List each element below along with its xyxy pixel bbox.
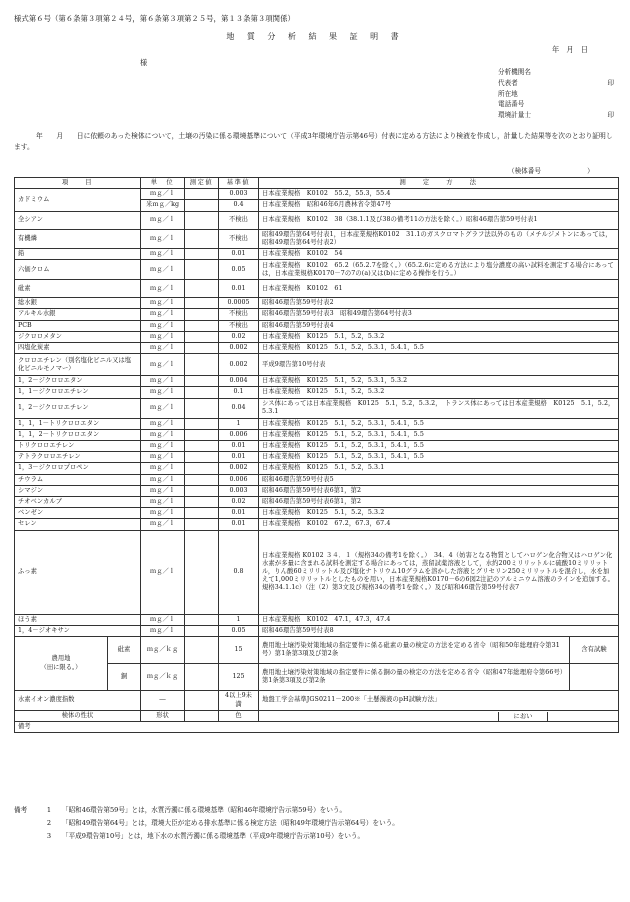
cell-standard: 125 (219, 664, 259, 691)
seal-mark: 印 (607, 78, 614, 87)
cell-item: 有機燐 (15, 229, 141, 248)
addressee-suffix: 様 (140, 58, 148, 67)
cell-unit: ｍｇ／ｌ (141, 418, 185, 429)
content-test-blank (569, 664, 618, 690)
cell-item: ほう素 (15, 614, 141, 625)
cell-measured-input (185, 614, 219, 625)
cell-standard: 不検出 (219, 211, 259, 229)
cell-method: 昭和46環告第59号付表2 (259, 298, 619, 309)
cell-measured-input (185, 508, 219, 519)
table-row (15, 441, 619, 452)
table-row (15, 418, 619, 429)
cell-unit: ｍｇ／ｌ (141, 211, 185, 229)
cell-method: 日本産業規格 K0102 38（38.1.1及び38の備考11の方法を除く。）昭和46環告第59号付表1 (259, 211, 619, 229)
cell-item: 四塩化炭素 (15, 343, 141, 354)
cell-item: 1，1，1－トリクロロエタン (15, 418, 141, 429)
cell-method: 日本産業規格 K0102 47.1，47.3，47.4 (259, 614, 619, 625)
table-row (15, 452, 619, 463)
cell-method (259, 637, 619, 664)
cell-unit: ｍｇ／ｌ (141, 354, 185, 376)
cell-standard: 0.002 (219, 343, 259, 354)
table-row (15, 280, 619, 298)
cell-standard: 0.01 (219, 280, 259, 298)
cell-method: シス体にあっては日本産業規格 K0125 5.1，5.2，5.3.2， トランス体にあっては日本産業規格 K0125 5.1，5.2，5.3.1 (259, 398, 619, 418)
lab-info-row: 分析機関名 (498, 67, 616, 78)
cell-measured-input (185, 343, 219, 354)
cell-method: 日本産業規格 K0102 67.2，67.3，67.4 (259, 519, 619, 530)
remarks-cell: 備考 (15, 722, 619, 733)
table-row (15, 309, 619, 320)
cell-standard: 4以上9未満 (219, 691, 259, 711)
cell-unit: ｍｇ／ｌ (141, 519, 185, 530)
cell-method: 日本産業規格 K0102 65.2（65.2.7を除く。）（65.2.6に定める方法により塩分濃度の高い試料を測定する場合にあっては，日本産業規格K0170－7の7の(a)又は(b)に定める操作を行う。） (259, 260, 619, 280)
cell-item: テトラクロロエチレン (15, 452, 141, 463)
cell-method: 昭和46環告第59号付表4 (259, 320, 619, 331)
table-row (15, 331, 619, 342)
cell-method: 昭和46環告第59号付表5 (259, 474, 619, 485)
cell-standard: 0.006 (219, 429, 259, 440)
cell-method: 昭和46環告第59号付表3 昭和49環告第64号付表3 (259, 309, 619, 320)
cell-method (259, 664, 619, 691)
cell-standard: 0.01 (219, 441, 259, 452)
note-item: 3 「平成9環告第10号」とは，地下水の水質汚濁に係る環境基準（平成9年環境庁告示第10号）をいう。 (46, 832, 365, 841)
cell-unit: 米ｍｇ／kg (141, 200, 185, 211)
cell-item: トリクロロエチレン (15, 441, 141, 452)
notes-section (14, 804, 618, 844)
table-row (15, 298, 619, 309)
table-row (15, 519, 619, 530)
farmland-method: 農用地土壌汚染対策地域の指定要件に係る砒素の量の検定の方法を定める省令（昭和50年総理府令第31号）第1条第3項及び第2条 (262, 641, 560, 658)
cell-item: チオベンカルブ (15, 497, 141, 508)
cell-measured-input (185, 354, 219, 376)
table-row (15, 463, 619, 474)
cell-unit: ｍｇ／ｌ (141, 508, 185, 519)
cell-unit: ｍｇ／ｋｇ (141, 637, 185, 664)
note-item: 2 「昭和49環告第64号」とは，環境大臣が定める排水基準に係る検定方法（昭和49年環境庁告示第64号）をいう。 (46, 819, 399, 828)
cell-unit: ｍｇ／ｌ (141, 497, 185, 508)
cell-measured-input (185, 189, 219, 200)
cell-unit: ｍｇ／ｌ (141, 452, 185, 463)
note-item: 備考 1 「昭和46環告第59号」とは，水質汚濁に係る環境基準（昭和46年環境庁告示第59号）をいう。 (14, 804, 618, 817)
cell-method: 日本産業規格 K0125 5.1，5.2，5.3.2 (259, 331, 619, 342)
cell-standard: 不検出 (219, 229, 259, 248)
document-title: 地 質 分 析 結 果 証 明 書 (226, 32, 404, 41)
cell-unit: ― (141, 691, 185, 711)
cell-item: シマジン (15, 485, 141, 496)
intro-paragraph: 年 月 日に依頼のあった検体について，土壌の汚染に係る環境基準について（平成3年環境庁告示第46号）付表に定める方法により検液を作成し，計量した結果等を次のとおり証明します。 (14, 132, 613, 151)
cell-method: 日本産業規格 K0125 5.1，5.2，5.3.1，5.3.2 (259, 376, 619, 387)
cell-unit: ｍｇ／ｌ (141, 260, 185, 280)
cell-standard: 0.003 (219, 485, 259, 496)
cell-item: 六価クロム (15, 260, 141, 280)
cell-standard: 0.05 (219, 625, 259, 636)
table-row (15, 398, 619, 418)
property-odor-cell (259, 711, 619, 722)
cell-method: 日本産業規格 K0125 5.1，5.2，5.3.1，5.4.1，5.5 (259, 343, 619, 354)
cell-standard: 0.02 (219, 331, 259, 342)
cell-item: 1，1－ジクロロエチレン (15, 387, 141, 398)
cell-standard: 0.004 (219, 376, 259, 387)
table-row (15, 320, 619, 331)
issue-date: 年 月 日 (552, 45, 588, 54)
cell-measured-input (185, 530, 219, 614)
cell-unit: ｍｇ／ｋｇ (141, 664, 185, 691)
table-row (15, 211, 619, 229)
farmland-group-cell (15, 637, 141, 691)
cell-measured-input (185, 463, 219, 474)
cell-measured-input (185, 298, 219, 309)
cell-unit: ｍｇ／ｌ (141, 625, 185, 636)
cell-method: 日本産業規格 K0102 ３４．１（規格34の備考1を除く。） 34．4（妨害となる物質としてハロゲン化合物又はハロゲン化水素が多量に含まれる試料を測定する場合にあっては，蒸留試薬溶液として，水約200ミリリットルに硫酸10ミリリットル，りん酸60ミリリットル及び塩化ナトリウム10グラムを溶かした溶液とグリセリン250ミリリットルを混合し，水を加えて1,000ミリリットルとしたものを用い，日本産業規格K0170－6の6図2注記のアルミニウム溶液のラインを追加する。 規格34.1.1c）（注（2）第3文及び規格34の備考1を除く。）及び昭和46環告第59号付表7 (259, 530, 619, 614)
table-row (15, 485, 619, 496)
cell-standard: 0.05 (219, 260, 259, 280)
cell-item: カドミウム (15, 189, 141, 211)
header-standard: 基準値 (219, 178, 259, 189)
cell-standard: 0.0005 (219, 298, 259, 309)
cell-method: 日本産業規格 K0102 55.2，55.3，55.4 (259, 189, 619, 200)
cell-measured-input (185, 309, 219, 320)
cell-item: セレン (15, 519, 141, 530)
cell-unit: ｍｇ／ｌ (141, 320, 185, 331)
cell-standard: 0.002 (219, 463, 259, 474)
table-row (15, 354, 619, 376)
cell-measured-input (185, 260, 219, 280)
seal-mark (614, 99, 616, 110)
cell-measured-input (185, 376, 219, 387)
cell-measured-input (185, 664, 219, 691)
cell-measured-input (185, 441, 219, 452)
form-number: 様式第６号（第６条第３項第２４号，第６条第３項第２５号，第１３条第３項関係） (14, 14, 295, 23)
cell-item: ジクロロメタン (15, 331, 141, 342)
table-row (15, 343, 619, 354)
cell-standard: 0.8 (219, 530, 259, 614)
cell-unit: ｍｇ／ｌ (141, 376, 185, 387)
cell-method: 地盤工学会基準JGS0211－200※「土懸濁液のpH試験方法」 (259, 691, 619, 711)
cell-standard: 0.01 (219, 519, 259, 530)
cell-measured-input (185, 637, 219, 664)
cell-standard: 1 (219, 418, 259, 429)
cell-item: 水素イオン濃度指数 (15, 691, 141, 711)
cell-item: クロロエチレン（別名塩化ビニル又は塩化ビニルモノマー） (15, 354, 141, 376)
farmland-method: 農用地土壌汚染対策地域の指定要件に係る銅の量の検定の方法を定める省令（昭和47年総理府令第66号）第1条第3項及び第2条 (262, 668, 564, 685)
header-measured: 測定値 (185, 178, 219, 189)
property-color-value (259, 712, 498, 721)
cell-standard: 0.002 (219, 354, 259, 376)
cell-item: 砒素 (15, 280, 141, 298)
cell-item: チウラム (15, 474, 141, 485)
cell-unit: ｍｇ／ｌ (141, 474, 185, 485)
results-table (14, 177, 619, 733)
cell-item: 1，1，2－トリクロロエタン (15, 429, 141, 440)
cell-unit: ｍｇ／ｌ (141, 398, 185, 418)
seal-mark: 印 (607, 111, 614, 120)
cell-measured-input (185, 497, 219, 508)
cell-unit: ｍｇ／ｌ (141, 530, 185, 614)
cell-standard: 0.01 (219, 249, 259, 260)
table-row (15, 376, 619, 387)
table-row (15, 229, 619, 248)
cell-method: 日本産業規格 K0125 5.1，5.2，5.3.2 (259, 387, 619, 398)
cell-method: 日本産業規格 K0125 5.1，5.2，5.3.2 (259, 508, 619, 519)
cell-unit: ｍｇ／ｌ (141, 249, 185, 260)
table-row-property (15, 711, 619, 722)
cell-measured-input (185, 211, 219, 229)
cell-measured-input (185, 519, 219, 530)
lab-info-row: 環境計量士 印 (498, 111, 614, 120)
cell-item: 全シアン (15, 211, 141, 229)
cell-measured-input (185, 280, 219, 298)
cell-unit: ｍｇ／ｌ (141, 331, 185, 342)
specimen-number: （検体番号 ） (508, 167, 594, 175)
header-method: 測 定 方 法 (259, 178, 619, 189)
cell-unit: ｍｇ／ｌ (141, 309, 185, 320)
cell-method: 日本産業規格 K0125 5.1，5.2，5.3.1，5.4.1，5.5 (259, 418, 619, 429)
lab-info-row: 電話番号 (498, 99, 616, 110)
cell-method: 日本産業規格 K0125 5.1，5.2，5.3.1，5.4.1，5.5 (259, 429, 619, 440)
cell-item: ふっ素 (15, 530, 141, 614)
cell-method: 日本産業規格 昭和46年6月農林省令第47号 (259, 200, 619, 211)
table-row (15, 614, 619, 625)
cell-measured-input (185, 331, 219, 342)
cell-method: 日本産業規格 K0125 5.1，5.2，5.3.1，5.4.1，5.5 (259, 452, 619, 463)
lab-info-row: 代表者 印 (498, 78, 614, 87)
cell-method: 昭和49環告第64号付表1，日本産業規格K0102 31.1のガスクロマトグラフ法以外のもの（メチルジメトンにあっては，昭和49環告第64号付表2） (259, 229, 619, 248)
property-label: 検体の性状 (15, 711, 141, 722)
cell-unit: ｍｇ／ｌ (141, 280, 185, 298)
cell-measured-input (185, 691, 219, 711)
farmland-item-arsenic: 砒素 (108, 637, 140, 664)
cell-item: 鉛 (15, 249, 141, 260)
cell-measured-input (185, 474, 219, 485)
content-test-label: 含有試験 (569, 637, 618, 663)
table-row-ph (15, 691, 619, 711)
seal-mark (614, 67, 616, 78)
cell-standard: 0.1 (219, 387, 259, 398)
table-row (15, 387, 619, 398)
table-row (15, 625, 619, 636)
cell-unit: ｍｇ／ｌ (141, 298, 185, 309)
cell-unit: ｍｇ／ｌ (141, 485, 185, 496)
cell-method: 平成9環告第10号付表 (259, 354, 619, 376)
table-row (15, 189, 619, 200)
header-item: 項 目 (15, 178, 141, 189)
farmland-item-copper: 銅 (120, 672, 128, 680)
cell-measured-input (185, 418, 219, 429)
cell-unit: ｍｇ／ｌ (141, 387, 185, 398)
cell-measured-input (185, 320, 219, 331)
property-color-label: 色 (219, 711, 259, 722)
cell-method: 昭和46環告第59号付表6第1，第2 (259, 497, 619, 508)
cell-standard: 不検出 (219, 320, 259, 331)
cell-measured-input (185, 387, 219, 398)
cell-measured-input (185, 429, 219, 440)
table-row (15, 429, 619, 440)
cell-standard: 0.006 (219, 474, 259, 485)
cell-standard: 15 (219, 637, 259, 664)
cell-item: 1，2－ジクロロエチレン (15, 398, 141, 418)
cell-method: 昭和46環告第59号付表6第1，第2 (259, 485, 619, 496)
cell-standard: 0.4 (219, 200, 259, 211)
table-row-farmland (15, 637, 619, 664)
cell-standard: 0.04 (219, 398, 259, 418)
cell-standard: 不検出 (219, 309, 259, 320)
lab-info-block (498, 67, 616, 121)
cell-method: 日本産業規格 K0102 61 (259, 280, 619, 298)
cell-measured-input (185, 398, 219, 418)
property-odor-label: におい (498, 712, 547, 721)
cell-item: 総水銀 (15, 298, 141, 309)
cell-unit: ｍｇ／ｌ (141, 463, 185, 474)
cell-standard: 0.02 (219, 497, 259, 508)
cell-standard: 1 (219, 614, 259, 625)
cell-unit: ｍｇ／ｌ (141, 441, 185, 452)
cell-method: 昭和46環告第59号付表8 (259, 625, 619, 636)
cell-measured-input (185, 229, 219, 248)
table-row (15, 530, 619, 614)
cell-standard: 0.01 (219, 508, 259, 519)
cell-standard: 0.003 (219, 189, 259, 200)
cell-standard: 0.01 (219, 452, 259, 463)
table-row (15, 508, 619, 519)
table-row (15, 249, 619, 260)
table-row (15, 260, 619, 280)
table-row (15, 497, 619, 508)
table-row-remarks (15, 722, 619, 733)
notes-label: 備考 (14, 806, 28, 814)
property-shape-label: 形状 (141, 711, 185, 722)
cell-item: アルキル水銀 (15, 309, 141, 320)
seal-mark (614, 89, 616, 100)
cell-unit: ｍｇ／ｌ (141, 343, 185, 354)
cell-item: 1，4－ジオキサン (15, 625, 141, 636)
cell-unit: ｍｇ／ｌ (141, 614, 185, 625)
cell-unit: ｍｇ／ｌ (141, 189, 185, 200)
cell-item: 1，3－ジクロロプロペン (15, 463, 141, 474)
cell-unit: ｍｇ／ｌ (141, 429, 185, 440)
cell-measured-input (185, 200, 219, 211)
table-row (15, 474, 619, 485)
cell-item: PCB (15, 320, 141, 331)
header-unit: 単 位 (141, 178, 185, 189)
property-shape-value (185, 711, 219, 722)
lab-info-row: 所在地 (498, 89, 616, 100)
cell-measured-input (185, 485, 219, 496)
farmland-group-label: 農用地 （田に限る。） (15, 637, 108, 690)
cell-measured-input (185, 249, 219, 260)
cell-unit: ｍｇ／ｌ (141, 229, 185, 248)
cell-item: 1，2－ジクロロエタン (15, 376, 141, 387)
cell-measured-input (185, 452, 219, 463)
table-header-row (15, 178, 619, 189)
cell-item: ベンゼン (15, 508, 141, 519)
page-bottom-margin (0, 840, 630, 902)
property-odor-value (547, 712, 618, 721)
cell-method: 日本産業規格 K0125 5.1，5.2，5.3.1，5.4.1，5.5 (259, 441, 619, 452)
cell-method: 日本産業規格 K0102 54 (259, 249, 619, 260)
cell-measured-input (185, 625, 219, 636)
cell-method: 日本産業規格 K0125 5.1，5.2，5.3.1 (259, 463, 619, 474)
